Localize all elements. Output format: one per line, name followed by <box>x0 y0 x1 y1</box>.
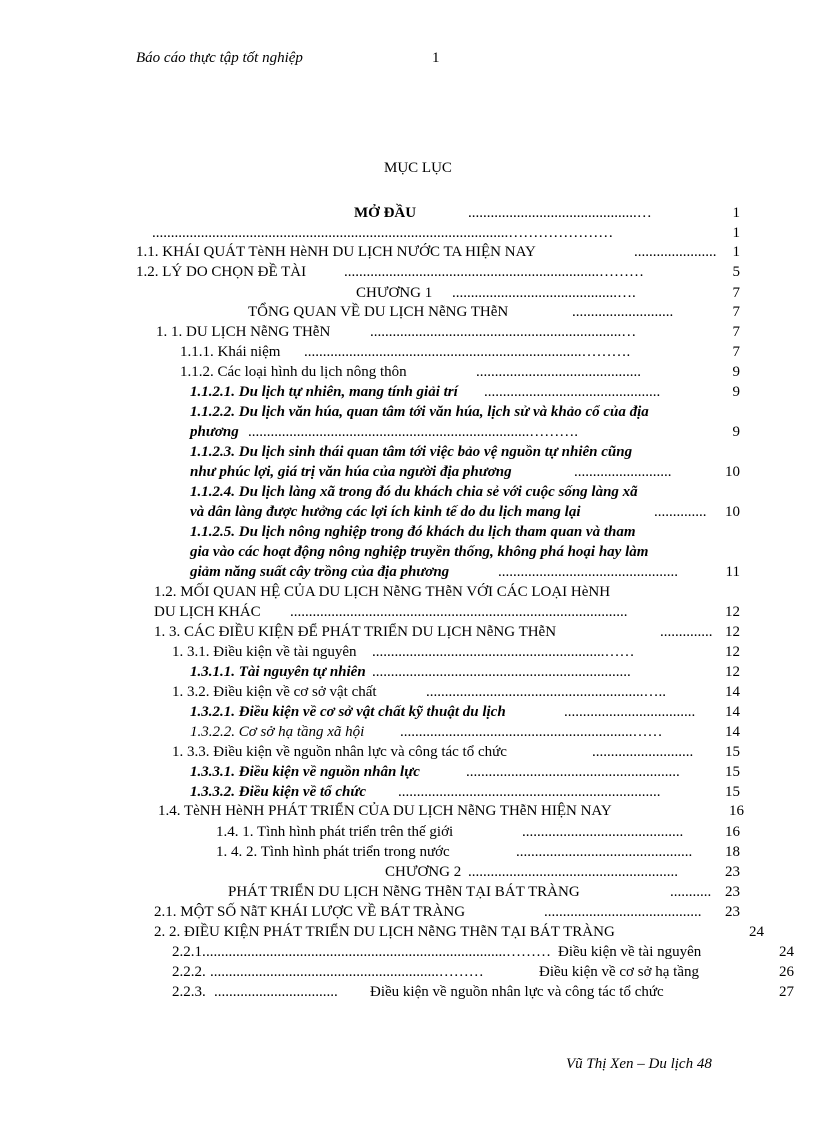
toc-entry-text: 1.4. TèNH HèNH PHÁT TRIỂN CỦA DU LỊCH NễNG THễN HIỆN NAY <box>158 803 612 819</box>
toc-entry-dots: ...........................................................................………. <box>248 424 578 440</box>
toc-entry-dots: ..........................................................................………. <box>304 344 631 360</box>
toc-entry-text: phương <box>190 424 239 440</box>
toc-entry-page: 9 <box>732 364 740 380</box>
toc-entry-page: 18 <box>725 844 740 860</box>
toc-entry-page: 15 <box>725 784 740 800</box>
toc-entry-page: 1 <box>732 205 740 221</box>
toc-entry-text: 1.3.3.2. Điều kiện về tổ chức <box>190 784 367 800</box>
toc-entry-text: Điều kiện về cơ sở hạ tầng <box>539 964 699 980</box>
toc-entry-text: PHÁT TRIỂN DU LỊCH NễNG THễN TẠI BÁT TRÀNG <box>228 884 580 900</box>
toc-entry-number: 2.2.3. <box>172 984 206 1000</box>
toc-entry-dots: .............. <box>660 624 713 640</box>
toc-entry-page: 7 <box>732 285 740 301</box>
toc-entry-dots: ..................................................................... <box>372 664 631 680</box>
toc-entry-dots: .............. <box>654 504 707 520</box>
toc-entry-dots: .......................................................................................... <box>290 604 628 620</box>
toc-entry-dots: ................................................ <box>498 564 678 580</box>
page-footer: Vũ Thị Xen – Du lịch 48 <box>566 1056 712 1072</box>
toc-entry-page: 5 <box>732 264 740 280</box>
toc-entry-text: 2. 2. ĐIỀU KIỆN PHÁT TRIỂN DU LỊCH NễNG THễN TẠI BÁT TRÀNG <box>154 924 615 940</box>
toc-entry-text: như phúc lợi, giá trị văn húa của người địa phương <box>190 464 512 480</box>
toc-entry-text: giảm năng suất cây trồng của địa phương <box>190 564 450 580</box>
toc-entry-text: 1. 3. CÁC ĐIỀU KIỆN ĐỂ PHÁT TRIỂN DU LỊCH NễNG THễN <box>154 624 557 640</box>
toc-entry-page: 15 <box>725 764 740 780</box>
toc-entry-text: CHƯƠNG 1 <box>356 285 433 301</box>
toc-entry-dots: ...................................................................… <box>370 324 637 340</box>
toc-entry-dots: ..........................................................….. <box>426 684 666 700</box>
toc-entry-page: 26 <box>779 964 794 980</box>
toc-entry-page: 14 <box>725 684 740 700</box>
toc-entry-dots: ...................................................................... <box>398 784 661 800</box>
toc-entry-dots: ............................................... <box>516 844 693 860</box>
toc-entry-text: 1.2. LÝ DO CHỌN ĐỀ TÀI <box>136 264 307 280</box>
toc-entry-page: 16 <box>729 803 744 819</box>
toc-entry-text: 1.2. MỐI QUAN HỆ CỦA DU LỊCH NễNG THễN VỚI CÁC LOẠI HèNH <box>154 584 611 600</box>
toc-entry-page: 12 <box>725 604 740 620</box>
toc-entry-page: 7 <box>732 344 740 360</box>
toc-entry-page: 7 <box>732 324 740 340</box>
toc-entry-text: 1.3.1.1. Tài nguyên tự nhiên <box>190 664 366 680</box>
toc-entry-dots: .......................... <box>574 464 672 480</box>
toc-entry-page: 1 <box>732 244 740 260</box>
toc-entry-dots: .............................................… <box>468 205 652 221</box>
toc-entry-text: 1.4. 1. Tình hình phát triển trên thế giới <box>216 824 454 840</box>
toc-entry-page: 23 <box>725 884 740 900</box>
toc-entry-dots: .......................................... <box>544 904 702 920</box>
toc-entry-dots: ........................................................ <box>468 864 678 880</box>
header-page-number: 1 <box>432 50 440 66</box>
toc-entry-text: 1. 4. 2. Tình hình phát triển trong nước <box>216 844 450 860</box>
toc-entry-text: 2.1. MỘT SỐ NẫT KHÁI LƯỢC VỀ BÁT TRÀNG <box>154 904 466 920</box>
toc-entry-dots: ................................................................................……… <box>206 944 551 960</box>
header-title: Báo cáo thực tập tốt nghiệp <box>136 50 303 66</box>
toc-entry-text: 1.1.2.2. Du lịch văn húa, quan tâm tới văn húa, lịch sử và khảo cổ của địa <box>190 404 649 420</box>
toc-entry-text: 1.3.2.2. Cơ sở hạ tầng xã hội <box>190 724 365 740</box>
toc-entry-page: 24 <box>749 924 764 940</box>
toc-entry-dots: ............................................... <box>484 384 661 400</box>
toc-entry-text: 1.3.2.1. Điều kiện về cơ sở vật chất kỹ thuật du lịch <box>190 704 506 720</box>
toc-entry-text: và dân làng được hưởng các lợi ích kinh tế do du lịch mang lại <box>190 504 581 520</box>
toc-entry-text: 1. 1. DU LỊCH NễNG THễN <box>156 324 331 340</box>
toc-entry-dots: ................................. <box>214 984 338 1000</box>
toc-entry-page: 14 <box>725 724 740 740</box>
toc-entry-page: 23 <box>725 864 740 880</box>
toc-entry-page: 14 <box>725 704 740 720</box>
toc-entry-dots: ..............................................................…… <box>372 644 635 660</box>
toc-entry-text: 1.1. KHÁI QUÁT TèNH HèNH DU LỊCH NƯỚC TA HIỆN NAY <box>136 244 536 260</box>
toc-entry-dots: ................................... <box>564 704 696 720</box>
toc-entry-page: 16 <box>725 824 740 840</box>
toc-entry-text: 1.3.3.1. Điều kiện về nguồn nhân lực <box>190 764 420 780</box>
toc-entry-text: TỔNG QUAN VỀ DU LỊCH NễNG THễN <box>248 304 509 320</box>
toc-entry-dots: ....................................................................……… <box>344 264 644 280</box>
toc-title: MỤC LỤC <box>384 160 452 176</box>
toc-entry-page: 9 <box>732 384 740 400</box>
toc-entry-text: MỞ ĐẦU <box>354 205 417 221</box>
toc-entry-text: DU LỊCH KHÁC <box>154 604 261 620</box>
toc-entry-dots: ........................................... <box>522 824 684 840</box>
toc-entry-page: 10 <box>725 464 740 480</box>
toc-entry-page: 12 <box>725 644 740 660</box>
toc-entry-text: 1. 3.3. Điều kiện về nguồn nhân lực và công tác tổ chức <box>172 744 507 760</box>
toc-entry-text: CHƯƠNG 2 <box>385 864 462 880</box>
toc-entry-text: gia vào các hoạt động nông nghiệp truyền thống, không phá hoại hay làm <box>190 544 649 560</box>
toc-entry-page: 23 <box>725 904 740 920</box>
toc-entry-text: 1. 3.1. Điều kiện về tài nguyên <box>172 644 357 660</box>
toc-entry-page: 15 <box>725 744 740 760</box>
toc-entry-dots: ........... <box>670 884 712 900</box>
toc-entry-dots: ............................................ <box>476 364 641 380</box>
toc-entry-text: 1.1.2. Các loại hình du lịch nông thôn <box>180 364 407 380</box>
toc-entry-page: 9 <box>732 424 740 440</box>
toc-entry-text: 1.1.2.5. Du lịch nông nghiệp trong đó khách du lịch tham quan và tham <box>190 524 636 540</box>
toc-entry-dots: ........................... <box>572 304 674 320</box>
toc-entry-page: 10 <box>725 504 740 520</box>
toc-entry-text: Điều kiện về tài nguyên <box>558 944 702 960</box>
toc-entry-text: 1.1.2.1. Du lịch tự nhiên, mang tính giải trí <box>190 384 458 400</box>
toc-entry-page: 12 <box>725 624 740 640</box>
toc-entry-page: 7 <box>732 304 740 320</box>
toc-entry-text: 1. 3.2. Điều kiện về cơ sở vật chất <box>172 684 377 700</box>
toc-entry-number: 2.2.1. <box>172 944 206 960</box>
toc-entry-dots: ............................................…. <box>452 285 636 301</box>
toc-entry-dots: ...............................................................................................………………… <box>152 225 614 241</box>
toc-entry-text: Điều kiện về nguồn nhân lực và công tác tổ chức <box>370 984 664 1000</box>
toc-entry-text: 1.1.2.3. Du lịch sinh thái quan tâm tới việc bảo vệ nguồn tự nhiên cũng <box>190 444 633 460</box>
toc-entry-dots: ...................... <box>634 244 717 260</box>
toc-entry-page: 11 <box>725 564 740 580</box>
toc-entry-text: 1.1.2.4. Du lịch làng xã trong đó du khách chia sẻ với cuộc sống làng xã <box>190 484 638 500</box>
toc-entry-dots: ..............................................................…… <box>400 724 663 740</box>
toc-entry-dots: ......................................................... <box>466 764 680 780</box>
toc-entry-page: 24 <box>779 944 794 960</box>
toc-entry-number: 2.2.2. <box>172 964 206 980</box>
toc-entry-text: 1.1.1. Khái niệm <box>180 344 281 360</box>
toc-entry-page: 1 <box>732 225 740 241</box>
toc-entry-dots: ........................... <box>592 744 694 760</box>
toc-entry-page: 27 <box>779 984 794 1000</box>
toc-entry-page: 12 <box>725 664 740 680</box>
toc-entry-dots: .............................................................……… <box>210 964 484 980</box>
